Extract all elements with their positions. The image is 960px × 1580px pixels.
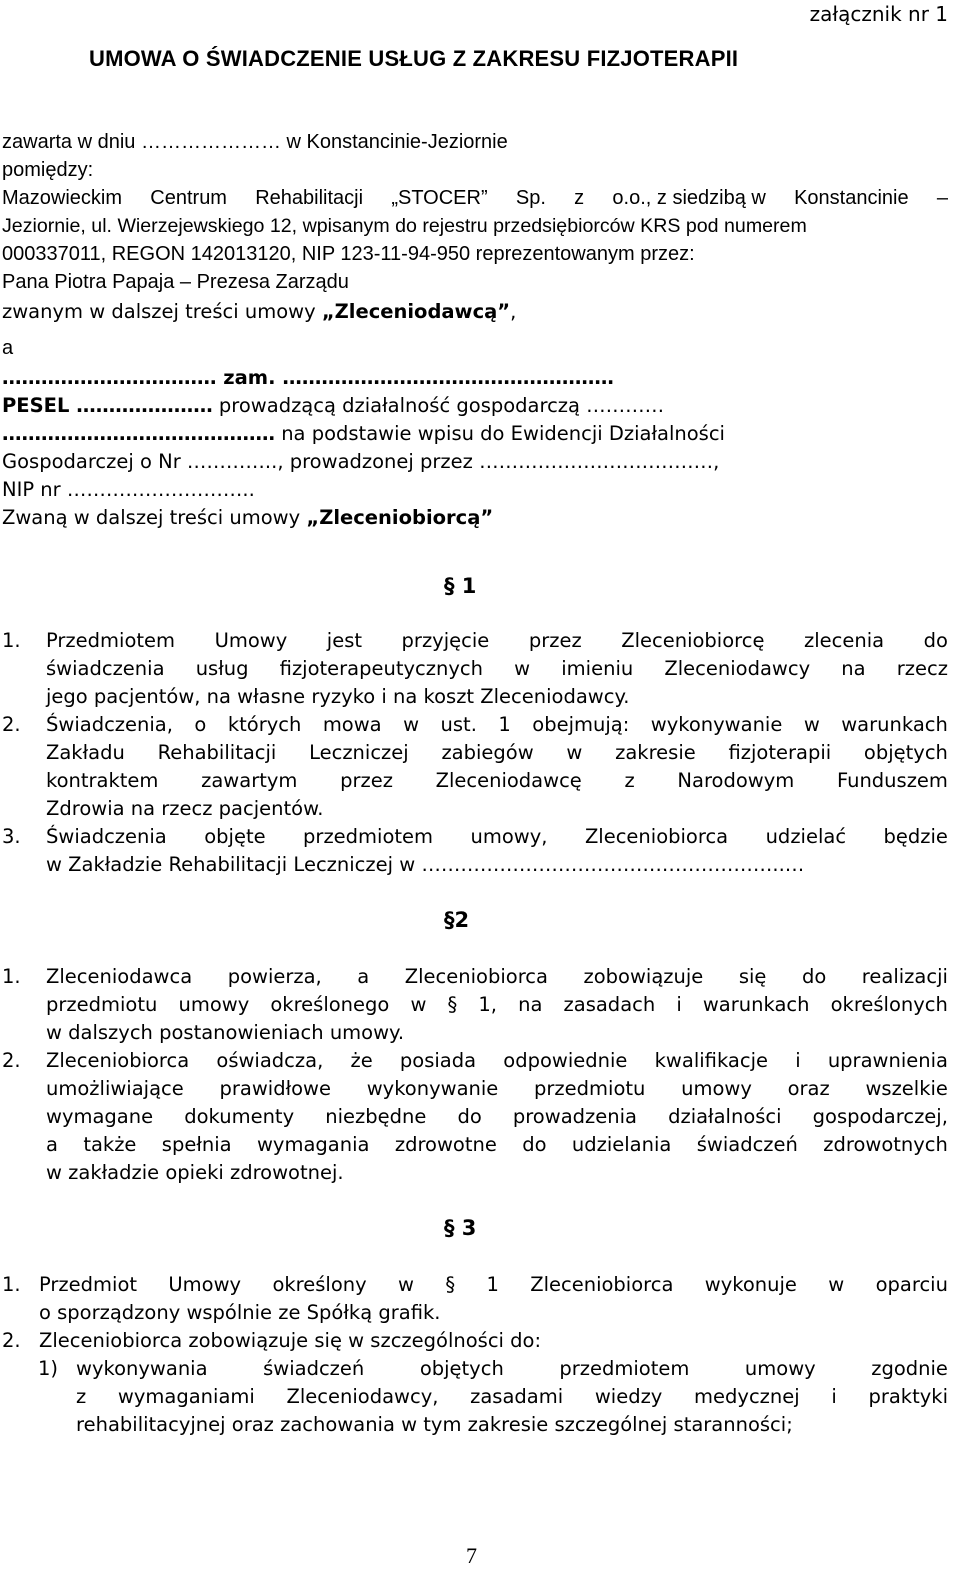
word: w <box>803 713 820 736</box>
word: zdrowotne <box>394 1133 497 1156</box>
justified-line <box>46 1047 948 1075</box>
line: Zleceniobiorca zobowiązuje się w szczególności do: <box>39 1329 542 1352</box>
word: zgodnie <box>871 1357 948 1380</box>
word: Świadczenia, <box>46 713 173 736</box>
word: i <box>831 1385 837 1408</box>
word: umowy <box>178 993 250 1016</box>
contractor-alias: „Zleceniobiorcą” <box>306 506 494 529</box>
word: odpowiednie <box>503 1049 628 1072</box>
section-heading-3: § 3 <box>444 1216 477 1240</box>
text: zwanym w dalszej treści umowy <box>2 300 322 323</box>
word: przez <box>528 629 582 652</box>
word: 1, <box>478 993 497 1016</box>
word: § <box>445 1273 456 1296</box>
word: działalności <box>668 1105 782 1128</box>
word: przedmiotem <box>303 825 434 848</box>
word: umowy <box>681 1077 752 1100</box>
item-number: 2. <box>2 1329 21 1352</box>
word: „STOCER” <box>391 187 488 209</box>
word: Umowy <box>168 1273 242 1296</box>
word: świadczeń <box>263 1357 365 1380</box>
word: Konstancinie <box>794 187 909 209</box>
intro-contractor-alias-line <box>2 506 493 529</box>
contractor-name-blank: …………………………… zam. …………………………………………… <box>2 366 614 389</box>
justified-line <box>46 627 948 655</box>
text: prowadzącą działalność gospodarczą ………… <box>212 394 665 417</box>
word: zdrowotnych <box>823 1133 948 1156</box>
intro-pesel-line <box>2 394 664 417</box>
word: w <box>403 713 420 736</box>
item-number: 1. <box>2 1273 21 1296</box>
business-blank: …………………………………… <box>2 422 275 445</box>
word: wykonywania <box>76 1357 208 1380</box>
word: kontraktem <box>46 769 159 792</box>
word: praktyki <box>868 1385 948 1408</box>
word: warunkach <box>702 993 810 1016</box>
word: o <box>194 713 207 736</box>
intro-between-line: pomiędzy: <box>2 159 94 181</box>
item-number: 2. <box>2 713 21 736</box>
word: Zleceniodawcy <box>664 657 811 680</box>
word: Przedmiot <box>39 1273 138 1296</box>
line: w zakładzie opieki zdrowotnej. <box>46 1161 344 1184</box>
intro-registry-number-line: Gospodarczej o Nr ………….., prowadzonej przez ………………………………, <box>2 450 720 473</box>
word: Funduszem <box>836 769 948 792</box>
item-number: 1. <box>2 629 21 652</box>
word: a <box>46 1133 58 1156</box>
justified-line <box>46 991 948 1019</box>
word: Mazowieckim <box>2 187 123 209</box>
line: Zdrowia na rzecz pacjentów. <box>46 797 324 820</box>
intro-address-line: Jeziornie, ul. Wierzejewskiego 12, wpisanym do rejestru przedsiębiorców KRS pod numerem <box>2 215 807 237</box>
word: świadczenia <box>46 657 165 680</box>
word: ust. <box>440 713 477 736</box>
intro-registry-line: 000337011, REGON 142013120, NIP 123-11-94-950 reprezentowanym przez: <box>2 243 695 265</box>
justified-line <box>76 1383 948 1411</box>
item-number: 2. <box>2 1049 21 1072</box>
word: 1 <box>498 713 511 736</box>
word: i <box>676 993 682 1016</box>
word: Rehabilitacji <box>255 187 364 209</box>
line: rehabilitacyjnej oraz zachowania w tym zakresie szczególnej staranności; <box>76 1413 793 1436</box>
justified-line <box>46 823 948 851</box>
word: świadczeń <box>696 1133 798 1156</box>
justified-line <box>46 1103 948 1131</box>
word: określonego <box>270 993 390 1016</box>
word: zasadami <box>470 1385 564 1408</box>
word: objętych <box>863 741 948 764</box>
word: Sp. <box>515 187 546 209</box>
word: fizjoterapeutycznych <box>279 657 483 680</box>
intro-nip-line: NIP nr ……………………….. <box>2 478 255 501</box>
word: wymaganiami <box>117 1385 255 1408</box>
section-heading-2: §2 <box>444 908 470 932</box>
word: usług <box>195 657 249 680</box>
word: warunkach <box>841 713 948 736</box>
line: jego pacjentów, na własne ryzyko i na koszt Zleceniodawcy. <box>46 685 630 708</box>
word: wykonywanie <box>650 713 783 736</box>
word: oparciu <box>875 1273 948 1296</box>
word: zawartym <box>201 769 298 792</box>
word: realizacji <box>861 965 948 988</box>
word: przedmiotu <box>46 993 158 1016</box>
word: umożliwiające <box>46 1077 184 1100</box>
justified-line <box>46 767 948 795</box>
item-number: 1. <box>2 965 21 988</box>
justified-line <box>46 963 948 991</box>
word: wymagane <box>46 1105 154 1128</box>
text: Zwaną w dalszej treści umowy <box>2 506 307 529</box>
word: wymagania <box>256 1133 370 1156</box>
intro-principal-line <box>2 300 516 323</box>
word: oraz <box>787 1077 830 1100</box>
word: przedmiotu <box>534 1077 646 1100</box>
word: medycznej <box>694 1385 800 1408</box>
item-number: 3. <box>2 825 21 848</box>
word: umowy <box>744 1357 816 1380</box>
word: jest <box>326 629 363 652</box>
word: udzielania <box>571 1133 672 1156</box>
justified-line <box>39 1271 948 1299</box>
word: których <box>227 713 302 736</box>
word: Zleceniobiorca <box>404 965 548 988</box>
word: Zleceniodawcy, <box>286 1385 439 1408</box>
item-number: 1) <box>38 1357 59 1380</box>
word: prawidłowe <box>219 1077 331 1100</box>
word: Zleceniobiorca <box>530 1273 674 1296</box>
word: § <box>447 993 458 1016</box>
word: Zakładu <box>46 741 125 764</box>
principal-name: „Zleceniodawcą” <box>321 300 511 323</box>
word: że <box>350 1049 373 1072</box>
word: zlecenia <box>803 629 885 652</box>
word: oświadcza, <box>216 1049 324 1072</box>
word: uprawnienia <box>827 1049 948 1072</box>
intro-representative-line: Pana Piotra Papaja – Prezesa Zarządu <box>2 271 349 293</box>
word: o.o., z siedzibą w <box>612 187 766 209</box>
word: określonych <box>830 993 948 1016</box>
word: Przedmiotem <box>46 629 176 652</box>
word: gospodarczej, <box>812 1105 948 1128</box>
word: zabiegów <box>441 741 534 764</box>
word: Rehabilitacji <box>157 741 277 764</box>
word: z <box>574 187 585 209</box>
word: powierza, <box>227 965 322 988</box>
word: będzie <box>883 825 948 848</box>
word: dokumenty <box>184 1105 295 1128</box>
justified-line <box>46 1131 948 1159</box>
word: Leczniczej <box>309 741 409 764</box>
word: objętych <box>419 1357 504 1380</box>
word: zobowiązuje <box>583 965 704 988</box>
text: , <box>510 300 517 323</box>
intro-date-line: zawarta w dniu ………………… w Konstancinie-Jeziornie <box>2 131 508 153</box>
word: imieniu <box>561 657 634 680</box>
word: prowadzenia <box>512 1105 637 1128</box>
word: Zleceniobiorcę <box>621 629 765 652</box>
attachment-label: załącznik nr 1 <box>809 2 948 26</box>
word: Zleceniodawcę <box>435 769 582 792</box>
word: a <box>357 965 370 988</box>
word: z <box>624 769 635 792</box>
word: w <box>398 1273 414 1296</box>
word: Zleceniodawca <box>46 965 193 988</box>
intro-and-line: a <box>2 337 14 359</box>
word: w <box>410 993 427 1016</box>
word: z <box>76 1385 87 1408</box>
word: w <box>566 741 583 764</box>
justified-line <box>46 739 948 767</box>
word: także <box>83 1133 137 1156</box>
justified-line <box>46 655 948 683</box>
document-title: UMOWA O ŚWIADCZENIE USŁUG Z ZAKRESU FIZJOTERAPII <box>89 46 739 71</box>
word: posiada <box>399 1049 477 1072</box>
word: wiedzy <box>594 1385 663 1408</box>
word: do <box>457 1105 482 1128</box>
word: do <box>522 1133 547 1156</box>
word: wykonuje <box>704 1273 797 1296</box>
section-heading-1: § 1 <box>444 574 477 598</box>
intro-party-line <box>2 187 948 210</box>
justified-line <box>46 1075 948 1103</box>
word: określony <box>272 1273 367 1296</box>
word: obejmują: <box>532 713 630 736</box>
word: Świadczenia <box>46 825 167 848</box>
word: wszelkie <box>865 1077 948 1100</box>
intro-business-line <box>2 422 725 445</box>
word: wykonywanie <box>366 1077 499 1100</box>
intro-contractor-line <box>2 366 614 389</box>
word: do <box>801 965 827 988</box>
word: spełnia <box>161 1133 232 1156</box>
word: Zleceniobiorca <box>584 825 729 848</box>
line: w Zakładzie Rehabilitacji Leczniczej w ………………………………………………..… <box>46 853 805 876</box>
word: niezbędne <box>325 1105 427 1128</box>
word: Zleceniobiorca <box>46 1049 190 1072</box>
word: w <box>514 657 531 680</box>
line: w dalszych postanowieniach umowy. <box>46 1021 405 1044</box>
word: na <box>841 657 866 680</box>
word: Umowy <box>214 629 288 652</box>
word: zakresie <box>615 741 696 764</box>
justified-line <box>76 1355 948 1383</box>
word: przedmiotem <box>559 1357 690 1380</box>
word: przez <box>340 769 393 792</box>
word: i <box>795 1049 801 1072</box>
word: się <box>738 965 767 988</box>
word: kwalifikacje <box>654 1049 768 1072</box>
line: o sporządzony wspólnie ze Spółką grafik. <box>39 1301 441 1324</box>
word: na <box>518 993 543 1016</box>
text: na podstawie wpisu do Ewidencji Działalności <box>275 422 725 445</box>
justified-line <box>46 711 948 739</box>
word: rzecz <box>896 657 948 680</box>
pesel-blank: PESEL ………………… <box>2 394 213 417</box>
word: 1 <box>486 1273 499 1296</box>
word: mowa <box>322 713 382 736</box>
word: Narodowym <box>677 769 795 792</box>
word: – <box>936 187 948 209</box>
page-number: 7 <box>466 1543 477 1568</box>
word: przyjęcie <box>401 629 490 652</box>
word: objęte <box>204 825 266 848</box>
word: zasadach <box>563 993 656 1016</box>
word: udzielać <box>765 825 847 848</box>
word: w <box>828 1273 845 1296</box>
word: do <box>923 629 948 652</box>
word: umowy, <box>470 825 548 848</box>
word: Centrum <box>150 187 227 209</box>
word: fizjoterapii <box>728 741 832 764</box>
